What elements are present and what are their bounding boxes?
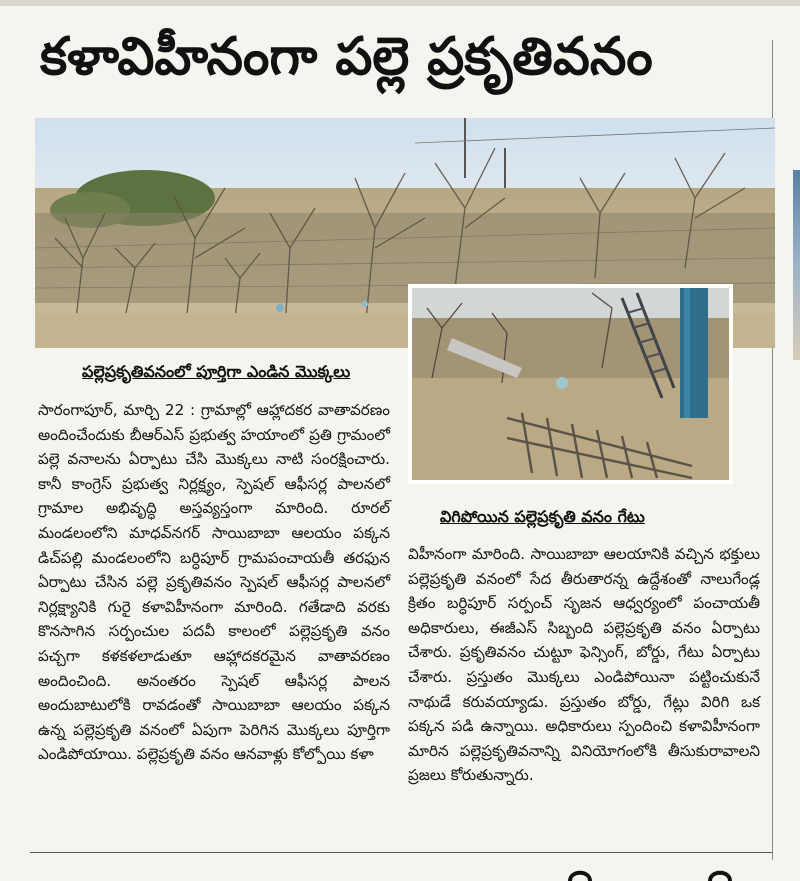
- next-headline-fragment: [560, 866, 760, 881]
- top-border: [0, 0, 800, 6]
- article-body-left: సారంగాపూర్, మార్చి 22 : గ్రామాల్లో ఆహ్లాదకర వాతావరణం అందించేందుకు బీఆర్ఎస్ ప్రభుత్వ హయాంలో ప్రతి గ్రామంలో పల్లె వనాలను ఏర్పాటు చేసి మొక్కలు నాటి సంరక్షించారు. కానీ కాంగ్రెస్ ప్రభుత్వ నిర్లక్ష్యం, స్పెషల్ ఆఫీసర్ల పాలనలో గ్రామాల అభివృద్ధి అస్తవ్యస్తంగా మారింది. రూరల్ మండలంలోని మాధవ్‌నగర్ సాయిబాబా ఆలయం పక్కన డిచ్‌పల్లి మండలంలోని బర్ధిపూర్ గ్రామపంచాయతీ తరఫున ఏర్పాటు చేసిన పల్లె ప్రకృతివనం స్పెషల్ ఆఫీసర్ల పాలనలో నిర్లక్ష్యానికి గురై కళావిహీనంగా మారింది. గతేడాది వరకు కొనసాగిన సర్పంచుల పదవీ కాలంలో పల్లెప్రకృతి వనం పచ్చగా కళకళలాడుతూ ఆహ్లాదకరమైన వాతావరణం అందించింది. అనంతరం స్పెషల్ ఆఫీసర్ల పాలన అందుబాటులోకి రావడంతో సాయిబాబా ఆలయం పక్కన ఉన్న పల్లెప్రకృతి వనంలో ఏపుగా పెరిగిన మొక్కలు పూర్తిగా ఎండిపోయాయి. పల్లెప్రకృతి వనం ఆనవాళ్లు కోల్పోయి కళా: [38, 401, 390, 764]
- bottom-rule: [30, 852, 772, 853]
- main-photo-caption: పల్లెప్రకృతివనంలో పూర్తిగా ఎండిన మొక్కలు: [82, 362, 351, 381]
- headline: కళావిహీనంగా పల్లె ప్రకృతివనం: [40, 27, 653, 87]
- broken-gate-photo: [408, 284, 733, 484]
- article-body-right: విహీనంగా మారింది. సాయిబాబా ఆలయానికి వచ్చిన భక్తులు పల్లెప్రకృతి వనంలో సేద తీరుతారన్న ఉద్దేశంతో నాలుగేండ్ల క్రితం బర్ధిపూర్ సర్పంచ్ సృజన ఆధ్వర్యంలో పంచాయతీ అధికారులు, ఈజీఎస్ సిబ్బంది పల్లెప్రకృతి వనం ఏర్పాటు చేశారు. ప్రకృతివనం చుట్టూ ఫెన్సింగ్, బోర్డు, గేటు ఏర్పాటు చేశారు. ప్రస్తుతం మొక్కలు ఎండిపోయినా పట్టించుకునే నాథుడే కరువయ్యాడు. ప్రస్తుతం బోర్డు, గేట్లు విరిగి ఒక పక్కన పడి ఉన్నాయి. అధికారులు స్పందించి కళావిహీనంగా మారిన పల్లెప్రకృతివనాన్ని వినియోగంలోకి తీసుకురావాలని ప్రజలు కోరుతున్నారు.: [408, 545, 760, 785]
- adjacent-photo-edge: [793, 170, 800, 360]
- inset-photo-caption: విగిపోయిన పల్లెప్రకృతి వనం గేటు: [440, 507, 645, 526]
- broken-gate-illustration: [412, 288, 729, 480]
